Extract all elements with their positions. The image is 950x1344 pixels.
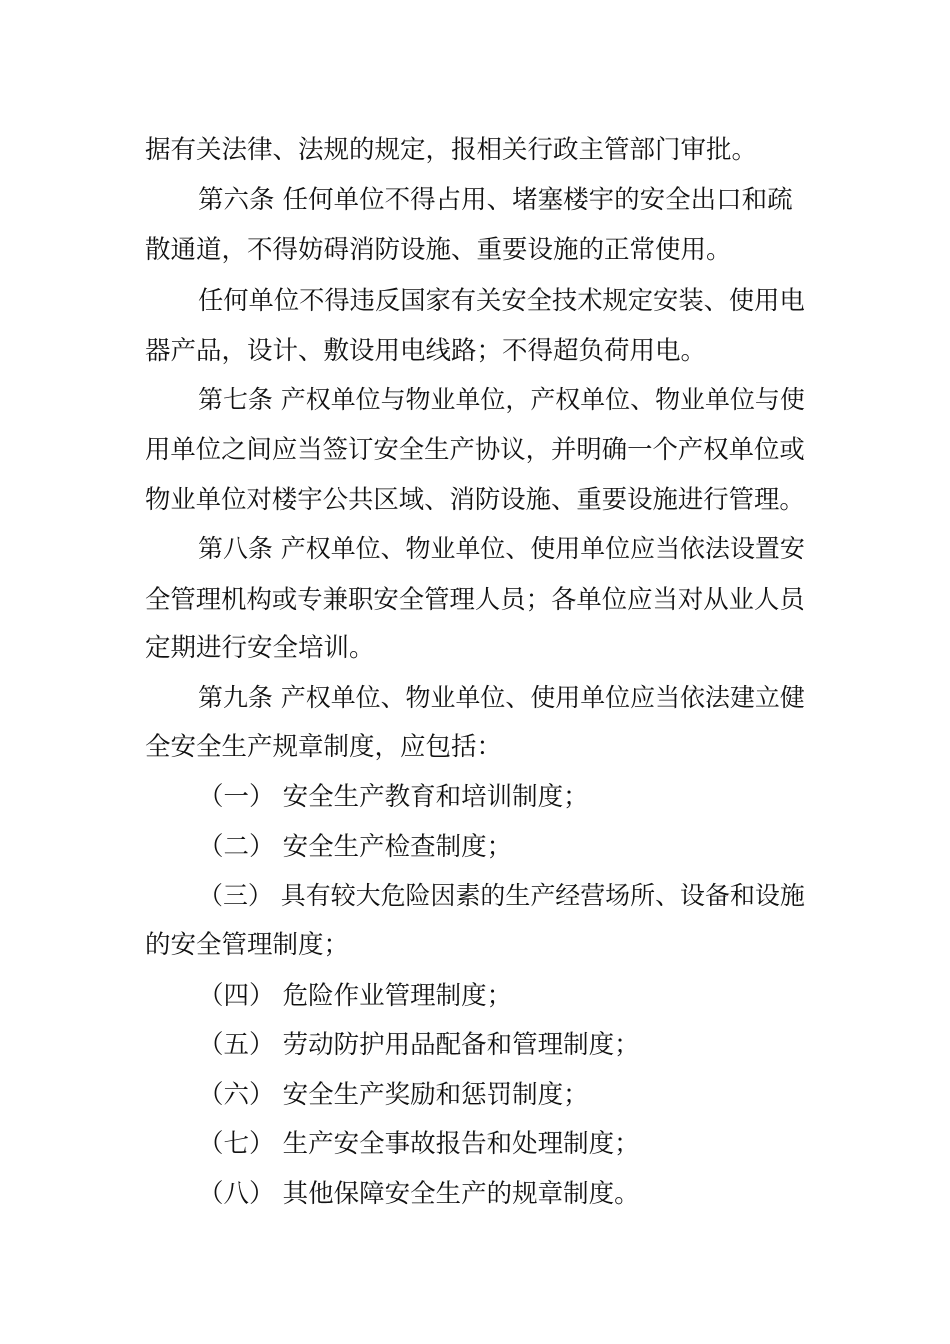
text-line-content: 用单位之间应当签订安全生产协议，并明确一个产权单位或 [145,434,805,464]
text-line [0,479,950,519]
list-item [0,777,950,817]
text-line-content: 第九条 产权单位、物业单位、使用单位应当依法建立健 [198,683,805,712]
text-line [0,727,950,767]
text-line-content: 全安全生产规章制度，应包括： [145,732,503,762]
text-line [0,331,950,371]
text-line [0,281,950,321]
text-line-content: 据有关法律、法规的规定，报相关行政主管部门审批。 [145,135,758,165]
text-line-content: 第六条 任何单位不得占用、堵塞楼宇的安全出口和疏 [198,185,793,215]
list-item-text: （八） 其他保障安全生产的规章制度。 [198,1179,640,1209]
text-line [0,130,950,170]
text-line [0,230,950,270]
text-line [0,628,950,668]
text-line [0,429,950,469]
text-line [0,678,950,718]
text-line-content: 任何单位不得违反国家有关安全技术规定安装、使用电 [198,286,805,315]
list-item [0,1075,950,1115]
list-item-text: （三） 具有较大危险因素的生产经营场所、设备和设施 [198,881,805,910]
text-line-content: 的安全管理制度； [145,930,350,960]
text-line-content: 定期进行安全培训。 [145,633,375,663]
text-line-content: 器产品，设计、敷设用电线路；不得超负荷用电。 [145,336,707,366]
text-line-content: 第八条 产权单位、物业单位、使用单位应当依法设置安 [198,534,805,563]
text-line [0,579,950,619]
list-item [0,976,950,1016]
list-item-text: （六） 安全生产奖励和惩罚制度； [198,1080,589,1110]
list-item-text: （五） 劳动防护用品配备和管理制度； [198,1030,640,1060]
list-item-text: （一） 安全生产教育和培训制度； [198,782,589,812]
list-item [0,1025,950,1065]
list-item [0,1174,950,1214]
list-item [0,827,950,867]
text-line [0,529,950,569]
list-item-text: （四） 危险作业管理制度； [198,981,513,1011]
text-line-content: 散通道，不得妨碍消防设施、重要设施的正常使用。 [145,235,732,265]
text-line [0,180,950,220]
text-line [0,925,950,965]
text-line [0,380,950,420]
list-item [0,876,950,916]
text-line-content: 第七条 产权单位与物业单位，产权单位、物业单位与使 [198,385,805,414]
list-item [0,1124,950,1164]
text-line-content: 全管理机构或专兼职安全管理人员；各单位应当对从业人员 [145,584,805,614]
text-line-content: 物业单位对楼宇公共区域、消防设施、重要设施进行管理。 [145,484,805,514]
list-item-text: （七） 生产安全事故报告和处理制度； [198,1129,640,1159]
list-item-text: （二） 安全生产检查制度； [198,832,513,862]
